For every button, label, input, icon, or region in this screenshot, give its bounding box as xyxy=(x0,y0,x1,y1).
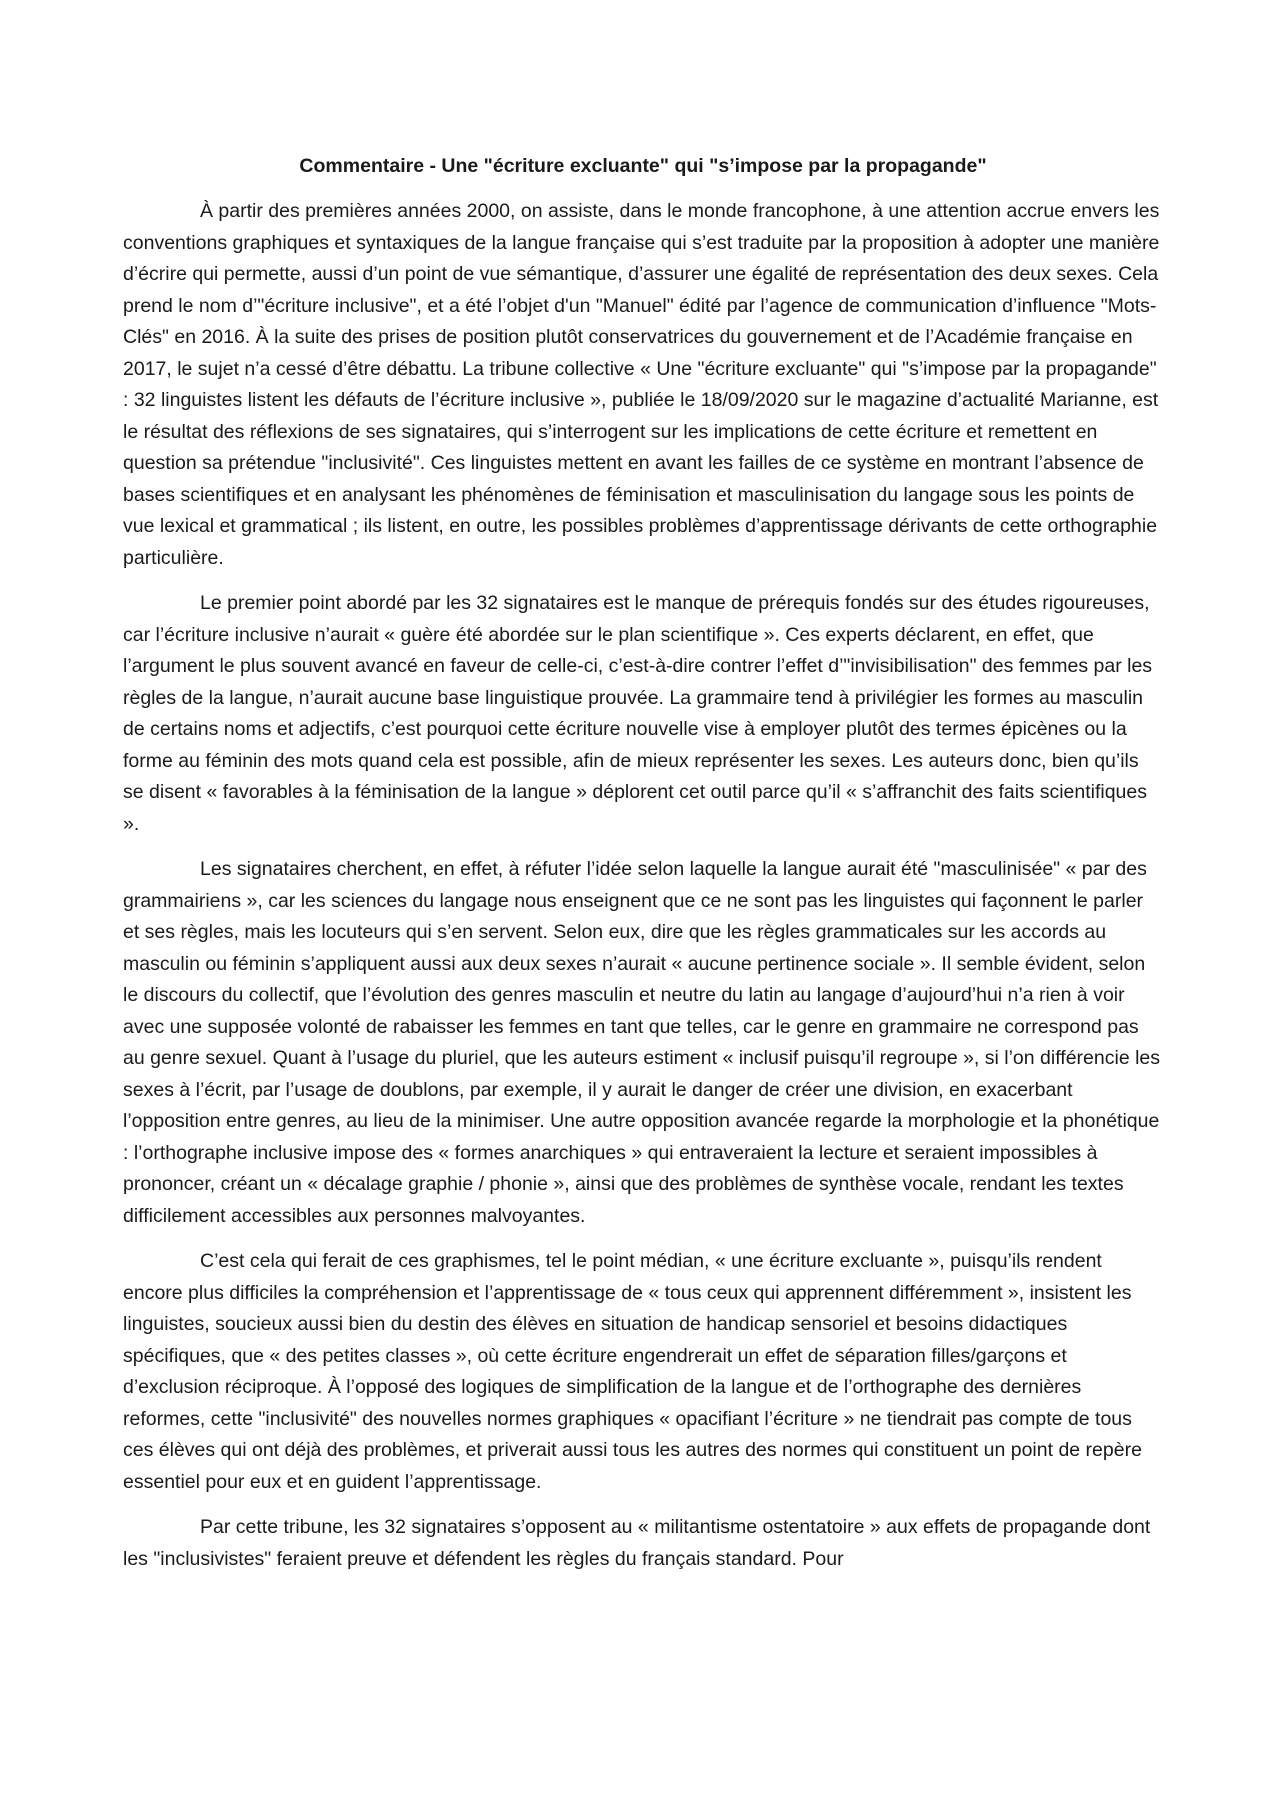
paragraph-5: Par cette tribune, les 32 signataires s’opposent au « militantisme ostentatoire » aux effets de propagande dont les "inclusivistes" feraient preuve et défendent les règles du français standard. Pour xyxy=(123,1516,1151,1570)
document-title: Commentaire - Une "écriture excluante" qui "s’impose par la propagande" xyxy=(299,155,987,177)
paragraph-4: C’est cela qui ferait de ces graphismes, tel le point médian, « une écriture excluante », puisqu’ils rendent encore plus difficiles la compréhension et l’apprentissage de « tous ceux qui apprennent différemment », insistent les linguistes, soucieux aussi bien du destin des élèves en situation de handicap sensoriel et besoins didactiques spécifiques, que « des petites classes », où cette écriture engendrerait un effet de séparation filles/garçons et d’exclusion réciproque. À l’opposé des logiques de simplification de la langue et de l’orthographe des dernières reformes, cette "inclusivité" des nouvelles normes graphiques « opacifiant l’écriture » ne tiendrait pas compte de tous ces élèves qui ont déjà des problèmes, et priverait aussi tous les autres des normes qui constituent un point de repère essentiel pour eux et en guident l’apprentissage. xyxy=(123,1250,1142,1493)
paragraph-2: Le premier point abordé par les 32 signataires est le manque de prérequis fondés sur des études rigoureuses, car l’écriture inclusive n’aurait « guère été abordée sur le plan scientifique ». Ces experts déclarent, en effet, que l’argument le plus souvent avancé en faveur de celle-ci, c’est-à-dire contrer l’effet d’"invisibilisation" des femmes par les règles de la langue, n’aurait aucune base linguistique prouvée. La grammaire tend à privilégier les formes au masculin de certains noms et adjectifs, c’est pourquoi cette écriture nouvelle vise à employer plutôt des termes épicènes ou la forme au féminin des mots quand cela est possible, afin de mieux représenter les sexes. Les auteurs donc, bien qu’ils se disent « favorables à la féminisation de la langue » déplorent cet outil parce qu’il « s’affranchit des faits scientifiques ». xyxy=(123,592,1153,835)
document-page xyxy=(123,150,1163,1589)
paragraph-1: À partir des premières années 2000, on assiste, dans le monde francophone, à une attention accrue envers les conventions graphiques et syntaxiques de la langue française qui s’est traduite par la proposition à adopter une manière d’écrire qui permette, aussi d’un point de vue sémantique, d’assurer une égalité de représentation des deux sexes. Cela prend le nom d’"écriture inclusive", et a été l’objet d'un "Manuel" édité par l’agence de communication d’influence "Mots-Clés" en 2016. À la suite des prises de position plutôt conservatrices du gouvernement et de l’Académie française en 2017, le sujet n’a cessé d’être débattu. La tribune collective « Une "écriture excluante" qui "s’impose par la propagande" : 32 linguistes listent les défauts de l’écriture inclusive », publiée le 18/09/2020 sur le magazine d’actualité Marianne, est le résultat des réflexions de ses signataires, qui s’interrogent sur les implications de cette écriture et remettent en question sa prétendue "inclusivité". Ces linguistes mettent en avant les failles de ce système en montrant l’absence de bases scientifiques et en analysant les phénomènes de féminisation et masculinisation du langage sous les points de vue lexical et grammatical ; ils listent, en outre, les possibles problèmes d’apprentissage dérivants de cette orthographie particulière. xyxy=(123,200,1160,569)
paragraph-3: Les signataires cherchent, en effet, à réfuter l’idée selon laquelle la langue aurait été "masculinisée" « par des grammairiens », car les sciences du langage nous enseignent que ce ne sont pas les linguistes qui façonnent le parler et ses règles, mais les locuteurs qui s’en servent. Selon eux, dire que les règles grammaticales sur les accords au masculin ou féminin s’appliquent aussi aux deux sexes n’aurait « aucune pertinence sociale ». Il semble évident, selon le discours du collectif, que l’évolution des genres masculin et neutre du latin au langage d’aujourd’hui n’a rien à voir avec une supposée volonté de rabaisser les femmes en tant que telles, car le genre en grammaire ne correspond pas au genre sexuel. Quant à l’usage du pluriel, que les auteurs estiment « inclusif puisqu’il regroupe », si l’on différencie les sexes à l’écrit, par l’usage de doublons, par exemple, il y aurait le danger de créer une division, en exacerbant l’opposition entre genres, au lieu de la minimiser. Une autre opposition avancée regarde la morphologie et la phonétique : l’orthographe inclusive impose des « formes anarchiques » qui entraveraient la lecture et seraient impossibles à prononcer, créant un « décalage graphie / phonie », ainsi que des problèmes de synthèse vocale, rendant les textes difficilement accessibles aux personnes malvoyantes. xyxy=(123,858,1161,1227)
